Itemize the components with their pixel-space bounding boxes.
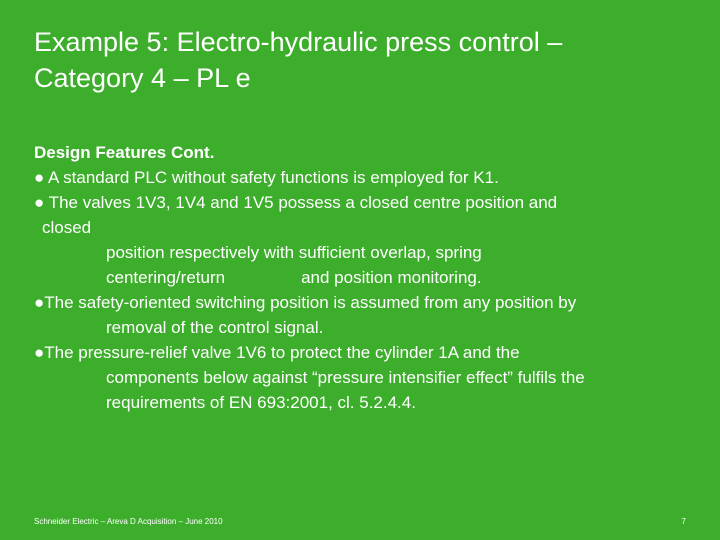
- bullet-plc: ● A standard PLC without safety functions is employed for K1.: [34, 168, 499, 187]
- bullet-valves-line-3: position respectively with sufficient overlap, spring: [106, 243, 482, 262]
- bullet-switching-line-1: ●The safety-oriented switching position is assumed from any position by: [34, 293, 577, 312]
- bullet-valves-line-1: ● The valves 1V3, 1V4 and 1V5 possess a closed centre position and: [34, 193, 558, 212]
- bullet-switching-line-2: removal of the control signal.: [106, 318, 324, 337]
- title-line-1: Example 5: Electro-hydraulic press control –: [34, 27, 563, 57]
- bullet-valves-line-4b: and position monitoring.: [301, 268, 482, 287]
- bullet-valves-line-4a: centering/return: [106, 268, 226, 287]
- title-line-2: Category 4 – PL e: [34, 63, 251, 93]
- bullet-relief-line-2: components below against “pressure intensifier effect” fulfils the: [106, 368, 585, 387]
- bullet-valves-line-2: closed: [42, 218, 92, 237]
- bullet-valves-line-4: [34, 265, 694, 290]
- bullet-relief-line-1: ●The pressure-relief valve 1V6 to protect the cylinder 1A and the: [34, 343, 520, 362]
- section-heading: Design Features Cont.: [34, 143, 215, 162]
- page-number: 7: [681, 517, 686, 526]
- slide-body: [34, 140, 694, 415]
- slide-footer: Schneider Electric – Areva D Acquisition – June 2010: [34, 517, 223, 526]
- slide-title: [34, 24, 694, 96]
- bullet-relief-line-3: requirements of EN 693:2001, cl. 5.2.4.4.: [106, 393, 416, 412]
